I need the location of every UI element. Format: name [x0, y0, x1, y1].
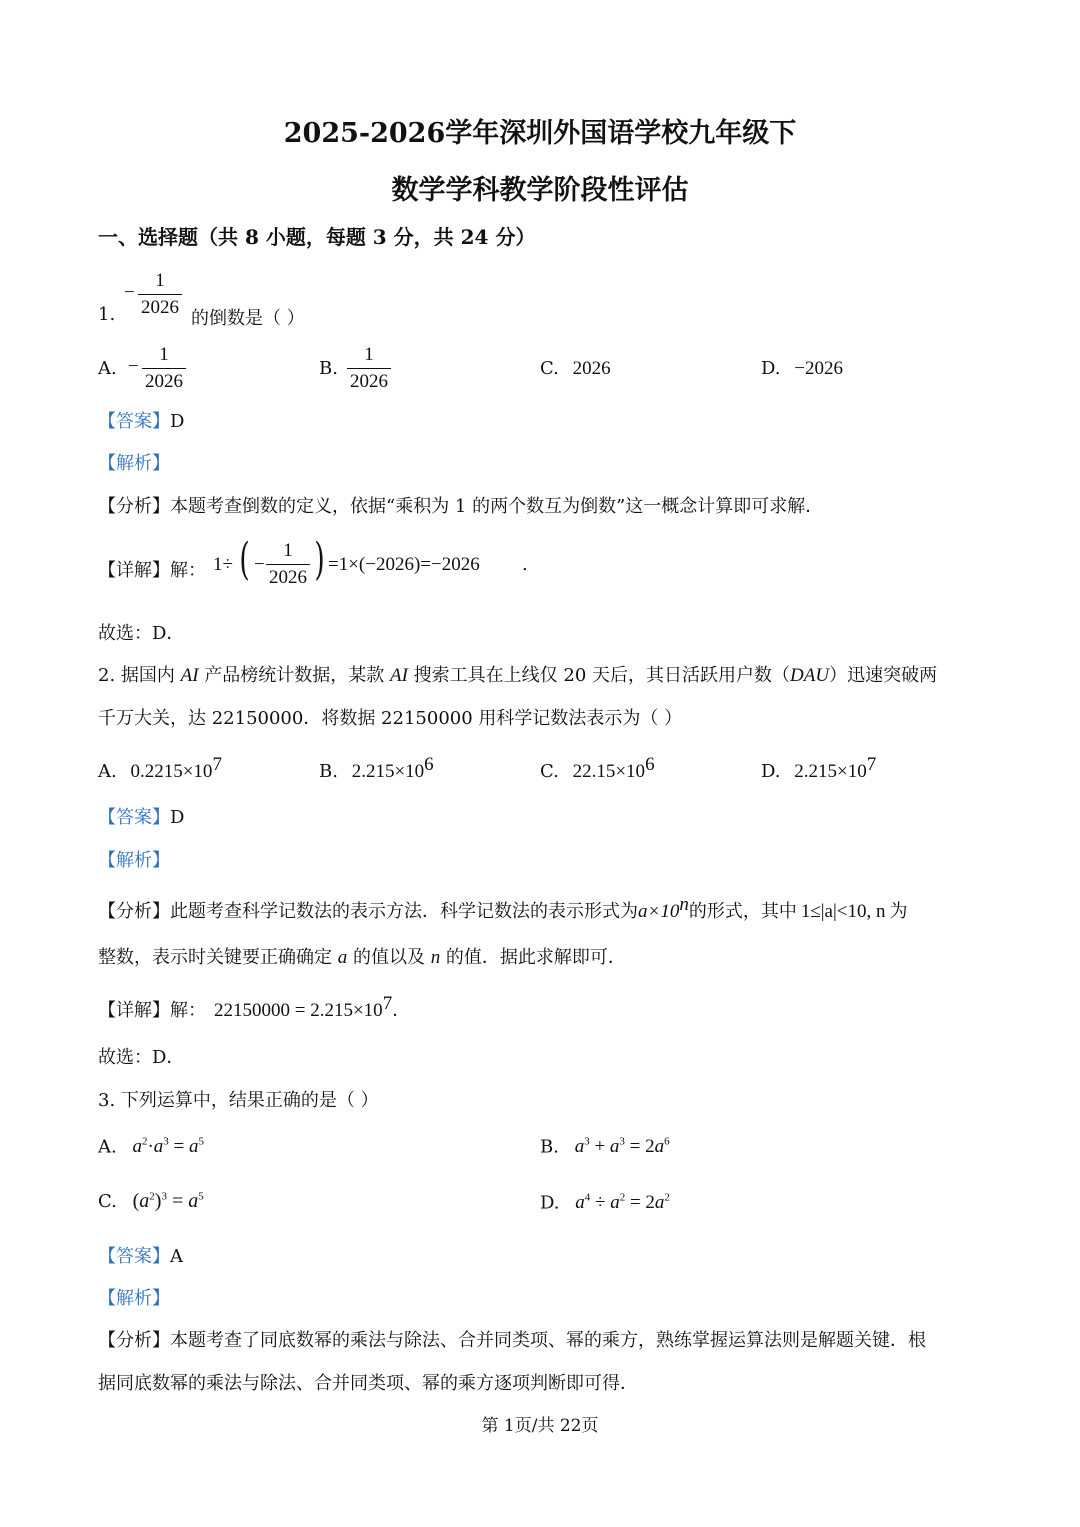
math-expression: 1≤|a|<10, n	[800, 901, 886, 922]
exam-title-line1: 2025-2026学年深圳外国语学校九年级下	[283, 118, 797, 149]
option-c	[540, 754, 655, 783]
text: 为	[889, 901, 908, 922]
denominator: 2026	[269, 566, 307, 588]
analysis-line1: 【分析】本题考查了同底数幂的乘法与除法、合并同类项、幂的乘方，熟练掌握运算法则是解题关键．根	[98, 1330, 926, 1351]
exponent: 6	[424, 754, 434, 775]
section-heading: 一、选择题（共 8 小题，每题 3 分，共 24 分）	[98, 225, 536, 249]
text: 产品榜统计数据，某款	[198, 665, 391, 686]
numerator: 1	[138, 268, 182, 295]
answer-value: A	[170, 1246, 183, 1267]
numerator: 1	[347, 342, 391, 369]
ai-term: AI	[180, 665, 199, 686]
choose-line: 故选：D．	[98, 623, 185, 644]
denominator: 2026	[350, 370, 388, 392]
option-label: B.	[319, 761, 338, 782]
expression: =1×(−2026)=−2026	[328, 554, 480, 575]
option-b	[540, 1136, 670, 1158]
answer-value: D	[170, 411, 185, 432]
answer-row	[98, 803, 184, 829]
option-d	[761, 358, 843, 380]
option-label: C.	[540, 358, 559, 379]
option-label: D.	[761, 358, 781, 379]
fraction	[142, 342, 186, 394]
answer-value: D	[170, 807, 185, 828]
right-paren: )	[314, 534, 325, 585]
option-value: 0.2215×10	[130, 761, 213, 782]
analysis-tag: 【解析】	[98, 453, 170, 474]
exponent: 7	[212, 754, 222, 775]
dau-term: DAU	[790, 665, 830, 686]
option-label: C.	[98, 1191, 117, 1212]
exam-title-line2: 数学学科教学阶段性评估	[391, 175, 689, 206]
denominator: 2026	[145, 370, 183, 392]
option-label: D.	[540, 1192, 560, 1214]
option-label: B.	[540, 1136, 559, 1158]
text: 的值以及	[347, 947, 431, 968]
text: 的形式，其中	[688, 901, 797, 922]
period: .	[522, 554, 528, 575]
page-footer: 第 1页/共 22页	[481, 1416, 599, 1436]
exponent: 6	[645, 754, 655, 775]
answer-row	[98, 407, 184, 433]
exponent: 7	[866, 754, 877, 775]
option-expression: $(a^2)^3 = a^5$	[132, 1190, 204, 1212]
variable: a	[337, 947, 348, 968]
analysis-line1	[98, 894, 908, 923]
analysis-text: 【分析】本题考查倒数的定义，依据“乘积为 1 的两个数互为倒数”这一概念计算即可求解．	[98, 496, 824, 517]
choose-line: 故选：D．	[98, 1047, 185, 1068]
variable: n	[430, 947, 441, 968]
text: 2. 据国内	[98, 665, 181, 686]
option-label: B.	[319, 358, 338, 379]
numerator: 1	[142, 342, 186, 369]
fraction	[266, 538, 310, 590]
option-d	[540, 1192, 670, 1214]
expression: 1÷	[213, 554, 233, 575]
math-expression: a×10	[638, 901, 680, 922]
option-b	[319, 754, 434, 783]
option-a	[98, 754, 222, 783]
text: 的值．据此求解即可．	[440, 947, 626, 968]
option-label: A.	[98, 1136, 117, 1158]
option-label: A.	[98, 358, 117, 379]
answer-tag: 【答案】	[98, 411, 170, 432]
analysis-tag: 【解析】	[98, 850, 170, 871]
minus-sign: −	[254, 554, 265, 575]
exponent: n	[679, 894, 689, 915]
answer-row	[98, 1242, 183, 1268]
question-3: 3. 下列运算中，结果正确的是（ ）	[98, 1090, 379, 1111]
question-text: 的倒数是（ ）	[191, 308, 305, 329]
detail-tag: 【详解】解：	[98, 560, 206, 581]
numerator: 1	[266, 538, 310, 565]
option-value: 2.215×10	[351, 761, 425, 782]
question-2-line2: 千万大关，达 22150000．将数据 22150000 用科学记数法表示为（ ）	[98, 708, 683, 729]
analysis-line2: 据同底数幂的乘法与除法、合并同类项、幂的乘方逐项判断即可得．	[98, 1373, 638, 1394]
left-paren: (	[239, 534, 250, 585]
ai-term: AI	[390, 665, 408, 686]
math-expression: 22150000 = 2.215×10	[214, 1000, 383, 1021]
detail-tag: 【详解】解：	[98, 1000, 206, 1021]
denominator: 2026	[141, 296, 179, 318]
exponent: 7	[382, 993, 393, 1014]
option-c	[98, 1190, 204, 1213]
period: ．	[392, 1000, 411, 1021]
option-value: −2026	[794, 358, 843, 379]
question-2-line1	[98, 661, 937, 687]
option-a	[98, 1136, 204, 1158]
detail-row	[98, 993, 410, 1022]
option-expression: $a^4 \div a^2 = 2a^2$	[575, 1192, 670, 1214]
option-label: D.	[761, 761, 781, 782]
option-label: C.	[540, 761, 559, 782]
answer-tag: 【答案】	[98, 1246, 170, 1267]
minus-sign: −	[124, 282, 135, 303]
text: 【分析】此题考查科学记数法的表示方法．科学记数法的表示形式为	[98, 901, 638, 922]
option-value: 2026	[572, 358, 611, 379]
analysis-tag: 【解析】	[98, 1288, 170, 1309]
answer-tag: 【答案】	[98, 807, 170, 828]
option-expression: $a^3 + a^3 = 2a^6$	[574, 1136, 670, 1158]
option-expression: $a^2\cdot a^3 = a^5$	[132, 1136, 205, 1158]
question-number: 1.	[98, 304, 116, 325]
analysis-line2	[98, 943, 626, 969]
text: 整数，表示时关键要正确确定	[98, 947, 338, 968]
option-label: A.	[98, 761, 117, 782]
option-c	[540, 358, 611, 380]
text: ）迅速突破两	[829, 665, 938, 686]
fraction	[138, 268, 182, 320]
option-value: 2.215×10	[794, 761, 867, 782]
option-d	[761, 754, 876, 783]
fraction	[347, 342, 391, 394]
option-value: 22.15×10	[572, 761, 646, 782]
text: 搜索工具在上线仅 20 天后，其日活跃用户数（	[407, 665, 791, 686]
minus-sign: −	[128, 356, 139, 377]
